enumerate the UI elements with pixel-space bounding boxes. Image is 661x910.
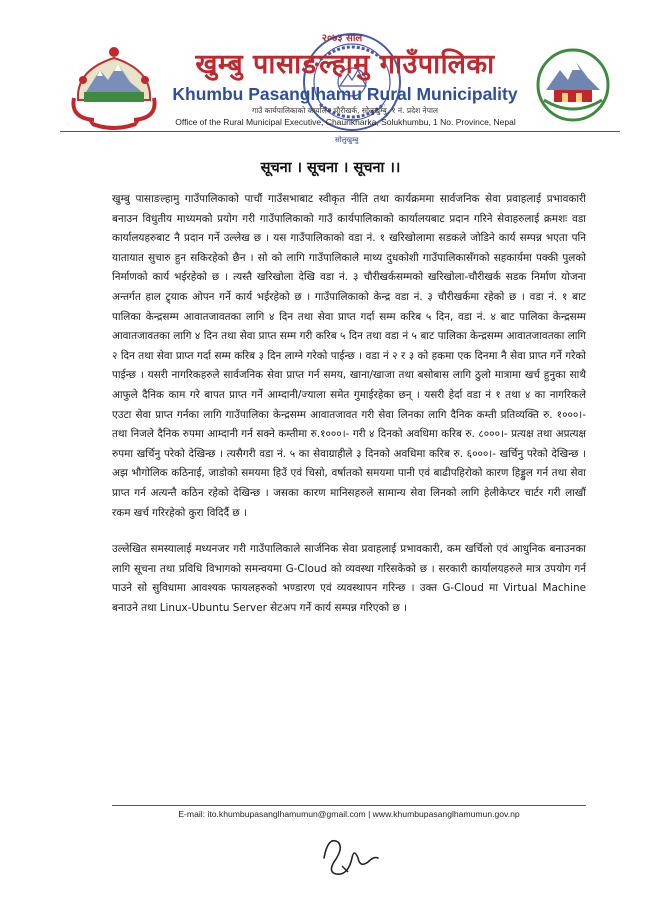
notice-body [112, 190, 586, 618]
nepal-coat-of-arms-icon [68, 40, 160, 130]
notice-heading: सूचना । सूचना । सूचना ।। [260, 160, 401, 176]
notice-paragraph-1: खुम्बु पासाङल्हामु गाउँपालिकाको पाचौं गाउँसभाबाट स्वीकृत नीति तथा कार्यक्रममा सार्वजनिक सेवा प्रवाहलाई प्रभावकारी बनाउन विधुतीय माध्यमको प्रयोग गरी गाउँपालिकाको गाउँ कार्यपालिकाको कार्यालयबाट प्रदान गरिने सेवाहरुलाई क्रमशः वडा कार्यालयहरुबाट नै प्रदान गर्ने उल्लेख छ । यस गाउँपालिकाको वडा नं. १ खरिखोलामा सडकले जोडिने कार्य सम्पन्न भएता पनि यातायात सुचारु हुन सकिरहेको छैन । सो को लागि गाउँपालिकाले माथ्य दुधकोशी गाउँपालिकासँगको सहकार्यमा पक्की पुलको निर्माणको कार्य भईरहेको छ । त्यस्तै खरिखोला देखि वडा नं. ३ चौरीखर्कसम्मको खरिखोला-चौरीखर्क सडक निर्माण योजना अन्तर्गत हाल ट्र्याक ओपन गर्ने कार्य भईरहेको छ । गाउँपालिकाको केन्द्र वडा नं. ३ चौरीखर्कमा रहेको छ । वडा नं. १ बाट पालिका केन्द्रसम्म आवातजावतका लागि ४ दिन तथा सेवा प्राप्त गर्दा सम्म करिब ५ दिन, वडा नं. ४ बाट पालिका केन्द्रसम्म आवातजावतका लागि ४ दिन तथा सेवा प्राप्त सम्म गरी करिब ५ दिन तथा वडा नं ५ बाट पालिका केन्द्रसम्म आवातजावतका लागि २ दिन तथा सेवा प्राप्त गर्दा सम्म करिब ३ दिन लाग्ने गरेको पाईन्छ । वडा नं २ र ३ को हकमा एक दिनमा नै सेवा प्राप्त गर्ने गरेको पाईन्छ । यसरी नागरिकहरुले सार्वजनिक सेवा प्राप्त गर्न समय, खाना/खाजा तथा बसोबास लागि ठुलो मात्रामा खर्च हुनुका साथै आफुले दैनिक काम गरे बापत प्राप्त गर्ने आम्दानी/ज्याला समेत गुमाईरहेका छन् । यसरी हेर्दा वडा नं १ तथा ४ का नागरिकले एउटा सेवा प्राप्त गर्नका लागि गाउँपालिका केन्द्रसम्म आवातजावत गरी सेवा लिनका लागि दैनिक कम्ती प्रतिव्यक्ति रु. १०००।- तथा निजले दैनिक रुपमा आम्दानी गर्न सक्ने कम्तीमा रु.१०००।- गरी ४ दिनको अवधिमा करिब रु. ८०००।- प्रत्यक्ष तथा अप्रत्यक्ष रुपमा खर्चिनु परेको देखिन्छ । त्यसैगरी वडा नं. ५ का सेवाग्राहीले ३ दिनको अवधिमा करिब रु. ६०००।- खर्चिनु परेको देखिन्छ । अझ भौगोलिक कठिनाई, जाडोको समयमा हिउँ एवं चिसो, वर्षातको समयमा पानी एवं बाढीपहिरोको कारण हिड्डुल गर्न तथा सेवा प्राप्त गर्न अत्यन्तै कठिन रहेको देखिन्छ । जसका कारण मानिसहरुले सामान्य सेवा लिनको लागि हेलीकेप्टर चार्टर गरी लाखौं रकम खर्च गरिरहेको कुरा विदिर्दै छ । [112, 193, 586, 519]
municipality-title-nepali: खुम्बु पासाङल्हामु गाउँपालिका [195, 49, 495, 80]
header-divider [60, 131, 620, 132]
header-tagline: २०७३ साल [321, 33, 363, 44]
office-address-nepali: गाउँ कार्यपालिकाको कार्यालय चौरीखर्क, सोलुखुम्बु, १ नं. प्रदेश नेपाल [251, 106, 439, 115]
notice-paragraph-2: उल्लेखित समस्यालाई मध्यनजर गरी गाउँपालिकाले सार्जनिक सेवा प्रवाहलाई प्रभावकारी, कम खर्चिलो एवं आधुनिक बनाउनका लागि सूचना तथा प्रविधि विभागको समन्वयमा G-Cloud को व्यवस्था गरिसकेको छ । सरकारी कार्यालयहरुले मात्र उपयोग गर्न पाउने सो सुविधामा आवश्यक फायलहरुको भण्डारण एवं व्यवस्थापन गरिन्छ । उक्त G-Cloud मा Virtual Machine बनाउने तथा Linux-Ubuntu Server सेटअप गर्ने कार्य सम्पन्न गरिएको छ । [112, 543, 586, 614]
signature-icon [318, 828, 382, 882]
municipality-logo-icon [536, 48, 610, 122]
municipality-title-english: Khumbu Pasanglhamu Rural Municipality [172, 84, 518, 104]
office-address-english: Office of the Rural Municipal Executive, Chaurikharka, Solukhumbu, 1 No. Province, Nepal [175, 117, 516, 127]
footer-contact: E-mail: ito.khumbupasanglhamumun@gmail.com | www.khumbupasanglhamumun.gov.np [178, 809, 520, 819]
footer-divider [112, 805, 586, 806]
stamp-label: सोलुखुम्बु [335, 136, 359, 144]
